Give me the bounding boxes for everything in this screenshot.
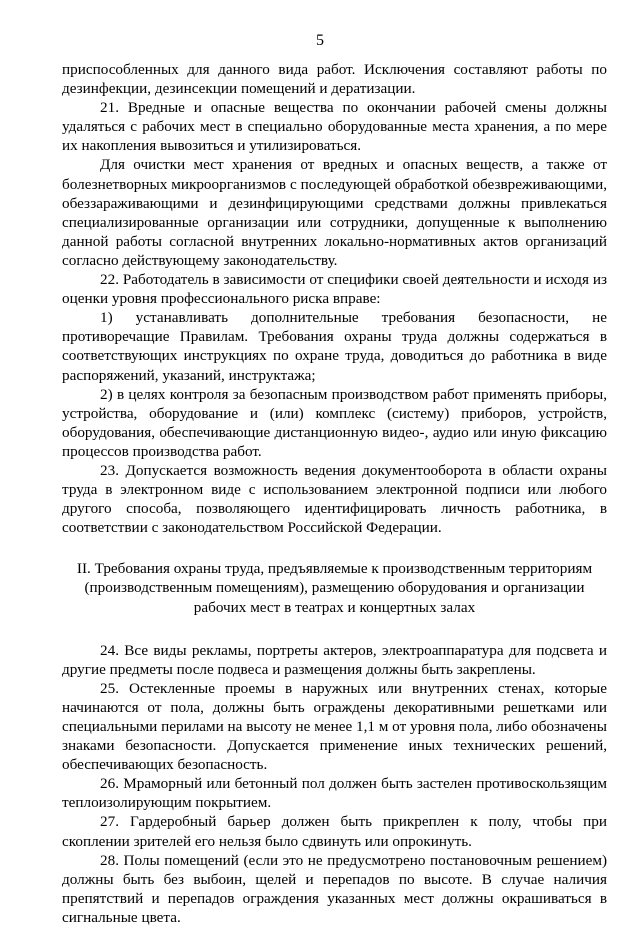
- paragraph: 25. Остекленные проемы в наружных или внутренних стенах, которые начинаются от пола, должны быть ограждены декоративными решетками или специальными перилами на высоту не менее 1,1 м от уровня пола, либо обозначены знаками безопасности. Допускается применение иных технических решений, обеспечивающих безопасность.: [62, 679, 608, 774]
- paragraph: 23. Допускается возможность ведения документооборота в области охраны труда в электронном виде с использованием электронной подписи или любого другого способа, позволяющего идентифицировать личность работника, в соответствии с законодательством Российской Федерации.: [62, 461, 607, 537]
- page-number: 5: [316, 32, 324, 49]
- document-body: [62, 60, 607, 927]
- paragraph: 24. Все виды рекламы, портреты актеров, электроаппаратура для подсвета и другие предметы после подвеса и размещения должны быть закреплены.: [62, 641, 607, 678]
- paragraphs-after-section: [62, 641, 607, 927]
- paragraph: 2) в целях контроля за безопасным производством работ применять приборы, устройства, оборудование и (или) комплекс (систему) приборов, устройств, оборудования, обеспечивающие дистанционную видео-, аудио или иную фиксацию процессов производства работ.: [62, 385, 607, 460]
- paragraph: приспособленных для данного вида работ. Исключения составляют работы по дезинфекции, дезинсекции помещений и дератизации.: [62, 61, 607, 98]
- section-heading: II. Требования охраны труда, предъявляемые к производственным территориям (производственным помещениям), размещению оборудования и организации рабочих мест в театрах и концертных залах: [76, 560, 593, 616]
- paragraph: 22. Работодатель в зависимости от специфики своей деятельности и исходя из оценки уровня профессионального риска вправе:: [62, 271, 607, 308]
- paragraph: 28. Полы помещений (если это не предусмотрено постановочным решением) должны быть без выбоин, щелей и перепадов по высоте. В случае наличия препятствий и перепадов ограждения указанных мест должны окрашиваться в сигнальные цвета.: [62, 851, 607, 926]
- paragraphs-before-section: [62, 60, 607, 537]
- paragraph: 1) устанавливать дополнительные требования безопасности, не противоречащие Правилам. Требования охраны труда должны содержаться в соответствующих инструкциях по охране труда, доводиться до работника в виде распоряжений, указаний, инструктажа;: [62, 309, 607, 384]
- paragraph: 26. Мраморный или бетонный пол должен быть застелен противоскользящим теплоизолирующим покрытием.: [62, 775, 607, 812]
- paragraph: 21. Вредные и опасные вещества по окончании рабочей смены должны удаляться с рабочих мест в специально оборудованные места хранения, а по мере их накопления вывозиться и утилизироваться.: [62, 99, 607, 155]
- paragraph: Для очистки мест хранения от вредных и опасных веществ, а также от болезнетворных микроорганизмов с последующей обработкой обезвреживающими, обеззараживающими и дезинфицирующими средствами должны привлекаться специализированные организации или сотрудники, допущенные к выполнению данной работы согласной внутренних локально-нормативных актов организаций согласно действующему законодательству.: [62, 156, 607, 269]
- paragraph: 27. Гардеробный барьер должен быть прикреплен к полу, чтобы при скоплении зрителей его нельзя было сдвинуть или опрокинуть.: [62, 813, 607, 850]
